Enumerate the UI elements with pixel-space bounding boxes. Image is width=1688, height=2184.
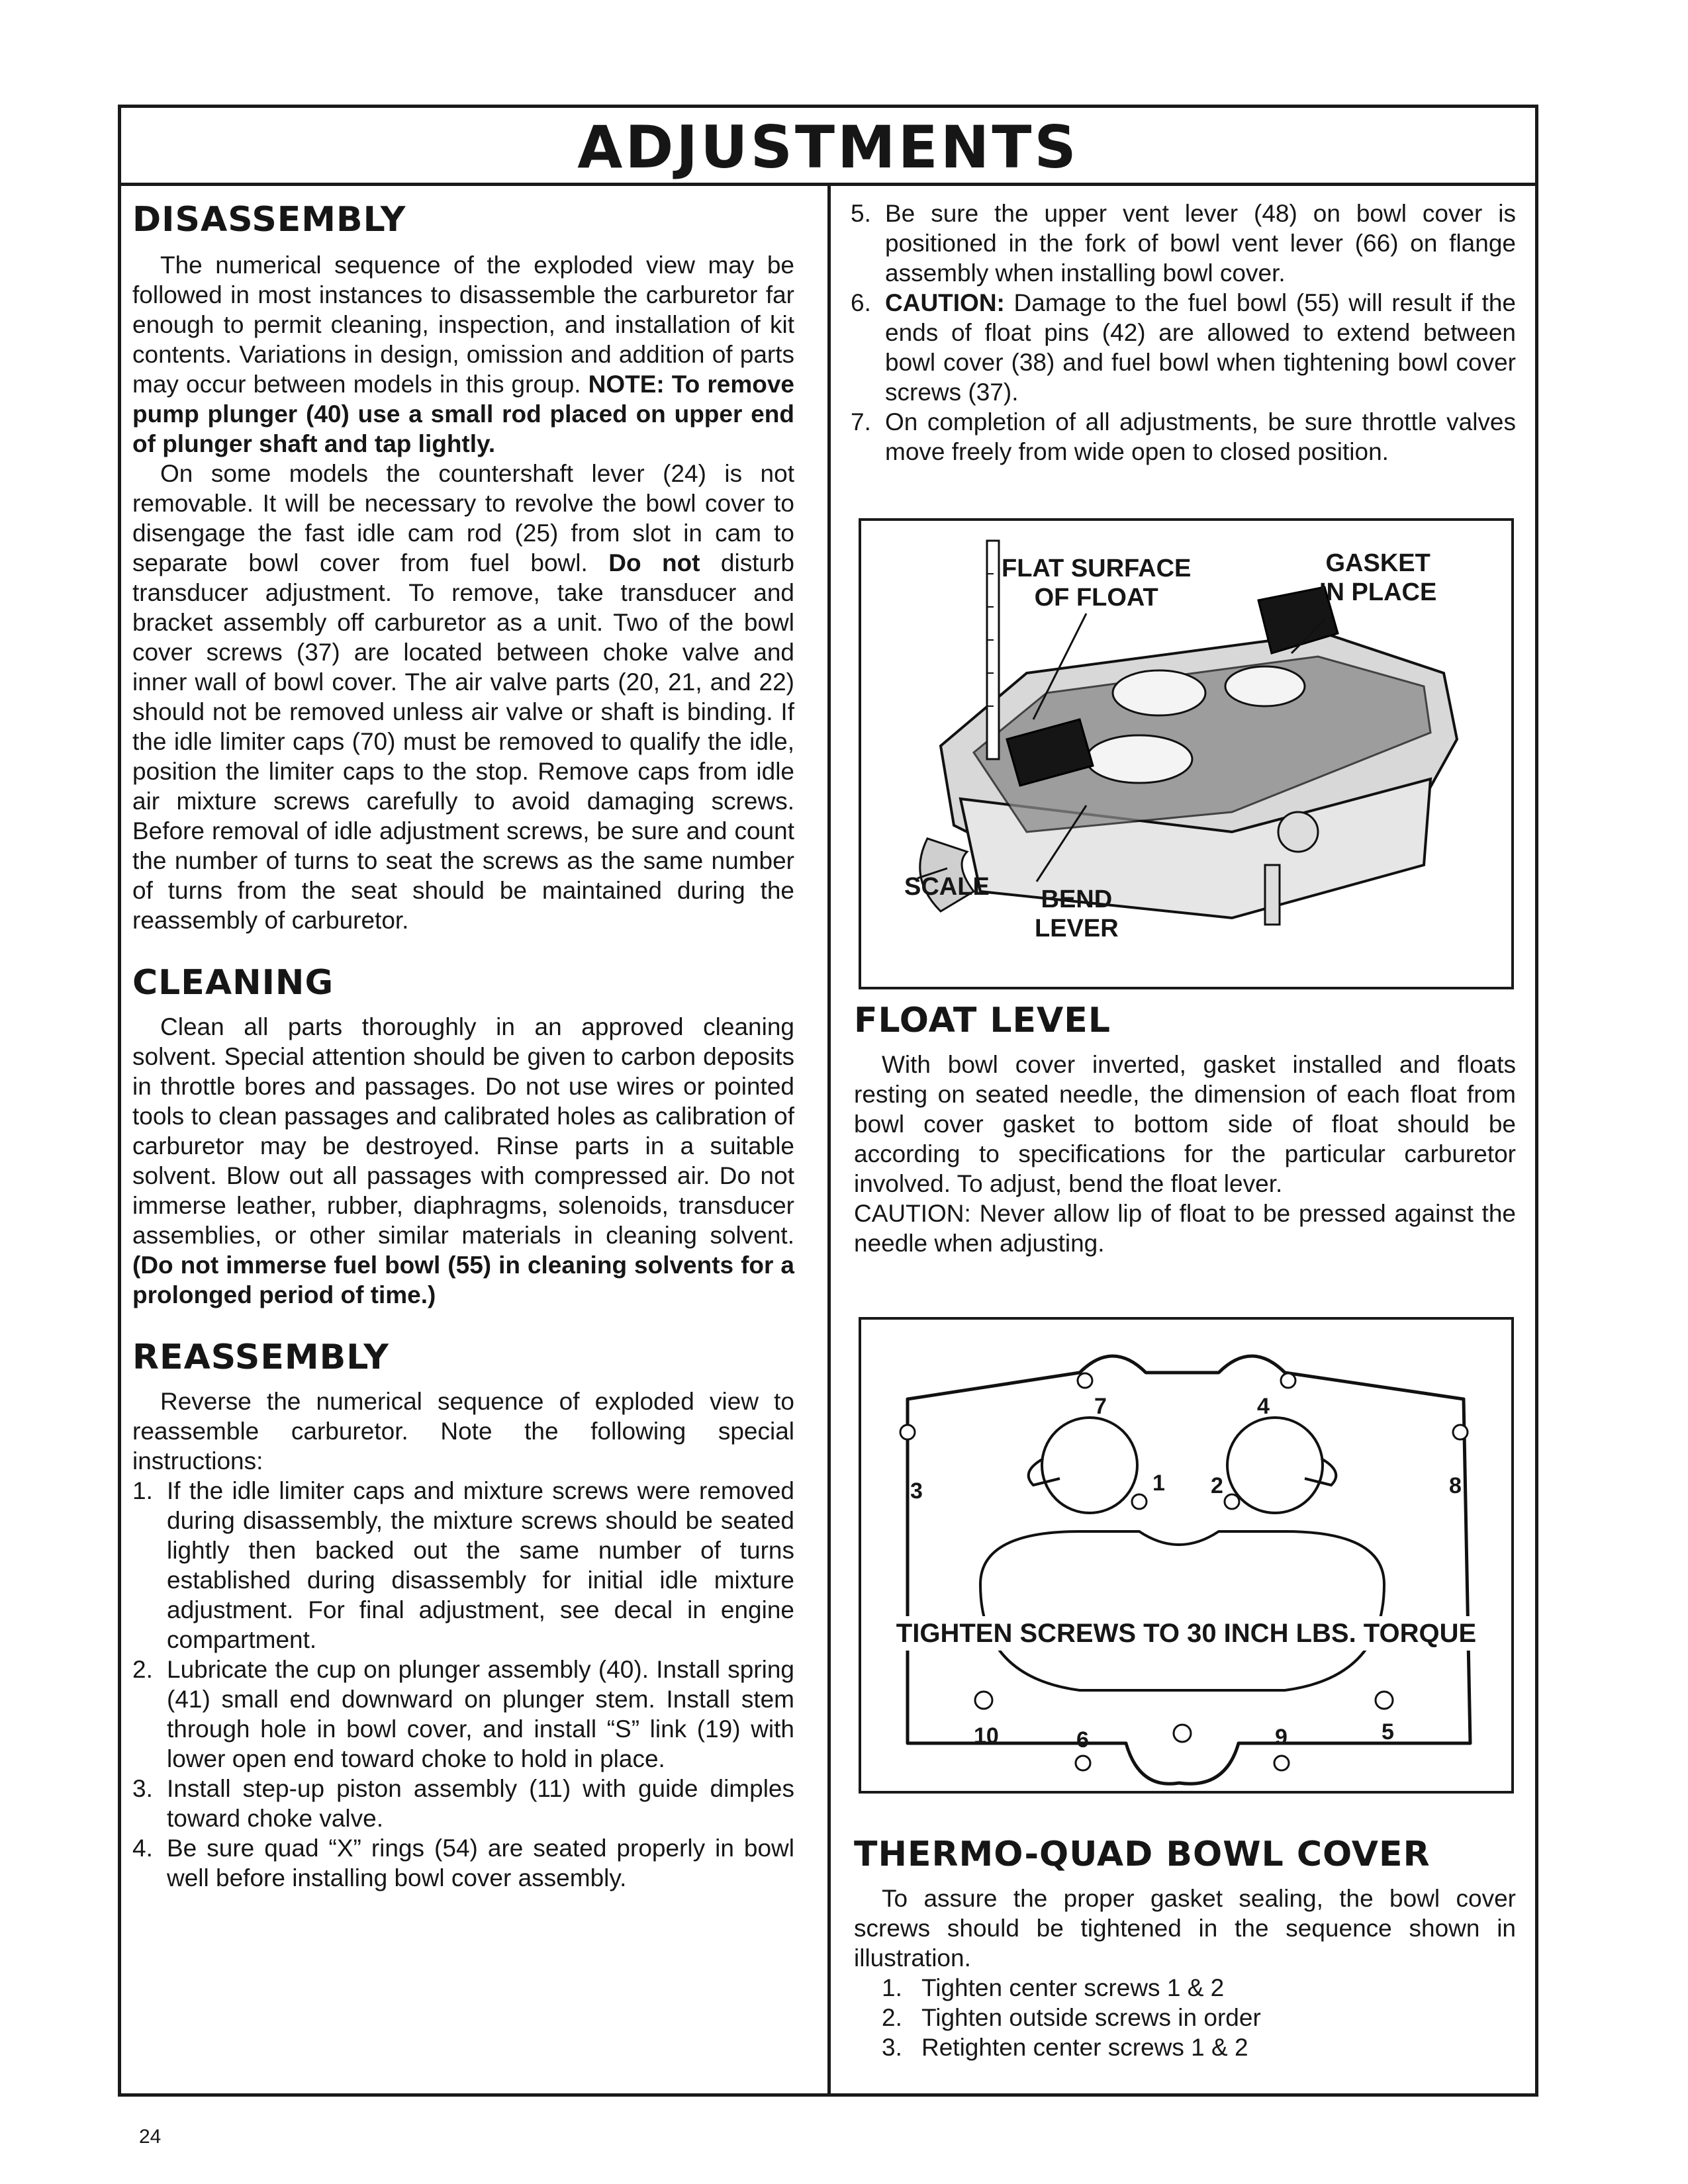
screw-number-6: 6 — [1076, 1727, 1089, 1752]
disassembly-heading: DISASSEMBLY — [132, 200, 406, 240]
float-level-section — [854, 999, 1516, 1258]
item-text: Be sure quad “X” rings (54) are seated properly in bowl well before installing bowl cover assembly. — [167, 1835, 794, 1891]
item-text: On completion of all adjustments, be sure throttle valves move freely from wide open to closed position. — [885, 408, 1516, 465]
label-gasket — [1319, 549, 1436, 607]
cleaning-text: Clean all parts thoroughly in an approved cleaning solvent. Special attention should be given to carbon deposits in throttle bores and passages. Do not use wires or pointed tools to clean passages and calibrated holes as calibration of carburetor may be destroyed. Rinse parts in a suitable solvent. Blow out all passages with compressed air. Do not immerse leather, rubber, diaphragms, solenoids, transducer assemblies, or other similar materials in cleaning solvent. — [132, 1013, 794, 1249]
screw-number-5: 5 — [1382, 1719, 1394, 1745]
item-text: If the idle limiter caps and mixture screws were removed during disassembly, the mixture screws should be seated lightly then backed out the same number of turns established during disassembly for initial idle mixture adjustment. For final adjustment, see decal in engine compartment. — [167, 1477, 794, 1653]
item-text: Lubricate the cup on plunger assembly (40). Install spring (41) small end downward on plunger stem. Install stem through hole in bowl cover, and install “S” link (19) with lower open end toward choke to hold in place. — [167, 1656, 794, 1772]
left-column — [132, 199, 794, 1893]
item-number: 5. — [851, 200, 871, 227]
reassembly-heading: REASSEMBLY — [132, 1338, 389, 1377]
cleaning-heading: CLEANING — [132, 963, 334, 1003]
thermo-quad-heading: THERMO-QUAD BOWL COVER — [854, 1835, 1430, 1874]
list-item — [132, 1774, 794, 1833]
disassembly-note: NOTE: To remove pump plunger (40) use a small rod placed on upper end of plunger shaft and tap lightly. — [132, 371, 794, 457]
item-text: Tighten center screws 1 & 2 — [921, 1974, 1225, 2001]
torque-label: TIGHTEN SCREWS TO 30 INCH LBS. TORQUE — [861, 1616, 1511, 1651]
thermo-quad-steps — [882, 1973, 1516, 2062]
screw-number-10: 10 — [974, 1723, 999, 1749]
list-item — [882, 2003, 1516, 2032]
item-number: 1. — [132, 1477, 153, 1504]
item-number: 4. — [132, 1835, 153, 1862]
item-text: Install step-up piston assembly (11) with guide dimples toward choke valve. — [167, 1775, 794, 1832]
list-item — [882, 1973, 1516, 2003]
item-number: 3. — [882, 2034, 902, 2061]
screw-number-7: 7 — [1094, 1394, 1107, 1419]
title-bar — [121, 108, 1535, 186]
label-line: FLAT SURFACE — [1002, 555, 1192, 582]
reassembly-intro: Reverse the numerical sequence of exploded view to reassemble carburetor. Note the following special instructions: — [132, 1388, 794, 1475]
label-flat-surface — [1002, 554, 1191, 612]
item-number: 2. — [132, 1656, 153, 1683]
thermo-quad-section — [854, 1833, 1516, 2062]
column-divider — [827, 183, 831, 2097]
item-text: Tighten outside screws in order — [921, 2004, 1261, 2031]
caution-label: CAUTION: — [885, 289, 1005, 316]
list-item — [851, 288, 1516, 407]
disassembly-paragraph-1 — [132, 250, 794, 459]
item-number: 6. — [851, 289, 871, 316]
screw-number-2: 2 — [1211, 1473, 1223, 1498]
label-line: LEVER — [1035, 915, 1119, 942]
reassembly-list-left — [132, 1476, 794, 1893]
item-text: Be sure the upper vent lever (48) on bowl cover is positioned in the fork of bowl vent lever (66) on flange assembly when installing bowl cover. — [885, 200, 1516, 287]
item-text: Damage to the fuel bowl (55) will result if the ends of float pins (42) are allowed to extend between bowl cover (38) and fuel bowl when tightening bowl cover screws (37). — [885, 289, 1516, 406]
list-item — [851, 407, 1516, 467]
list-item — [132, 1476, 794, 1655]
bowl-cover-drawing — [861, 1320, 1511, 1791]
item-number: 7. — [851, 408, 871, 435]
item-number: 2. — [882, 2004, 902, 2031]
right-column-top — [851, 199, 1516, 467]
float-level-heading: FLOAT LEVEL — [854, 1001, 1111, 1040]
disassembly-do-not: Do not — [608, 549, 700, 576]
screw-number-4: 4 — [1257, 1394, 1270, 1419]
disassembly-text: The numerical sequence of the exploded view may be followed in most instances to disassemble the carburetor far enough to permit cleaning, inspection, and installation of kit contents. Variations in design, omission and addition of parts may occur between models in this group. — [132, 251, 794, 398]
list-item — [132, 1833, 794, 1893]
cleaning-warning: (Do not immerse fuel bowl (55) in cleaning solvents for a prolonged period of time.) — [132, 1251, 794, 1308]
label-line: BEND — [1041, 886, 1113, 913]
cleaning-paragraph — [132, 1012, 794, 1310]
list-item — [882, 2032, 1516, 2062]
list-item — [851, 199, 1516, 288]
screw-number-1: 1 — [1152, 1471, 1165, 1496]
screw-number-8: 8 — [1449, 1473, 1462, 1498]
item-number: 3. — [132, 1775, 153, 1802]
label-bend-lever — [1035, 885, 1119, 943]
bowl-cover-illustration — [859, 1317, 1514, 1794]
float-level-paragraph: With bowl cover inverted, gasket installed and floats resting on seated needle, the dimension of each float from bowl cover gasket to bottom side of float should be according to specifications for the particular carburetor involved. To adjust, bend the float lever. — [854, 1051, 1516, 1197]
list-item — [132, 1655, 794, 1774]
page-title: ADJUSTMENTS — [577, 113, 1079, 181]
page-number: 24 — [139, 2126, 162, 2148]
disassembly-paragraph-2 — [132, 459, 794, 935]
float-level-caution: CAUTION: Never allow lip of float to be pressed against the needle when adjusting. — [854, 1200, 1516, 1257]
disassembly-text-2a: On some models the countershaft lever (24) is not removable. It will be necessary to revolve the bowl cover to disengage the fast idle cam rod (25) from slot in cam to separate bowl cover from fuel bowl. — [132, 460, 794, 576]
screw-number-3: 3 — [910, 1479, 923, 1504]
float-level-illustration — [859, 518, 1514, 989]
label-scale: SCALE — [904, 873, 990, 901]
label-line: OF FLOAT — [1034, 584, 1158, 612]
thermo-quad-intro: To assure the proper gasket sealing, the bowl cover screws should be tightened in the sequence shown in illustration. — [854, 1885, 1516, 1972]
label-line: IN PLACE — [1319, 578, 1437, 606]
disassembly-text-2c: disturb transducer adjustment. To remove, take transducer and bracket assembly off carburetor as a unit. Two of the bowl cover screws (37) are located between choke valve and inner wall of bowl cover. The air valve parts (20, 21, and 22) should not be removed unless air valve or shaft is binding. If the idle limiter caps (70) must be removed to qualify the idle, position the limiter caps to the stop. Remove caps from idle air mixture screws carefully to avoid damaging screws. Before removal of idle adjustment screws, be sure and count the number of turns to seat the screws as the same number of turns from the seat should be maintained during the reassembly of carburetor. — [132, 549, 794, 934]
screw-number-9: 9 — [1275, 1725, 1288, 1750]
item-text: Retighten center screws 1 & 2 — [921, 2034, 1248, 2061]
reassembly-list-right — [851, 199, 1516, 467]
label-line: GASKET — [1325, 549, 1430, 577]
item-number: 1. — [882, 1974, 902, 2001]
